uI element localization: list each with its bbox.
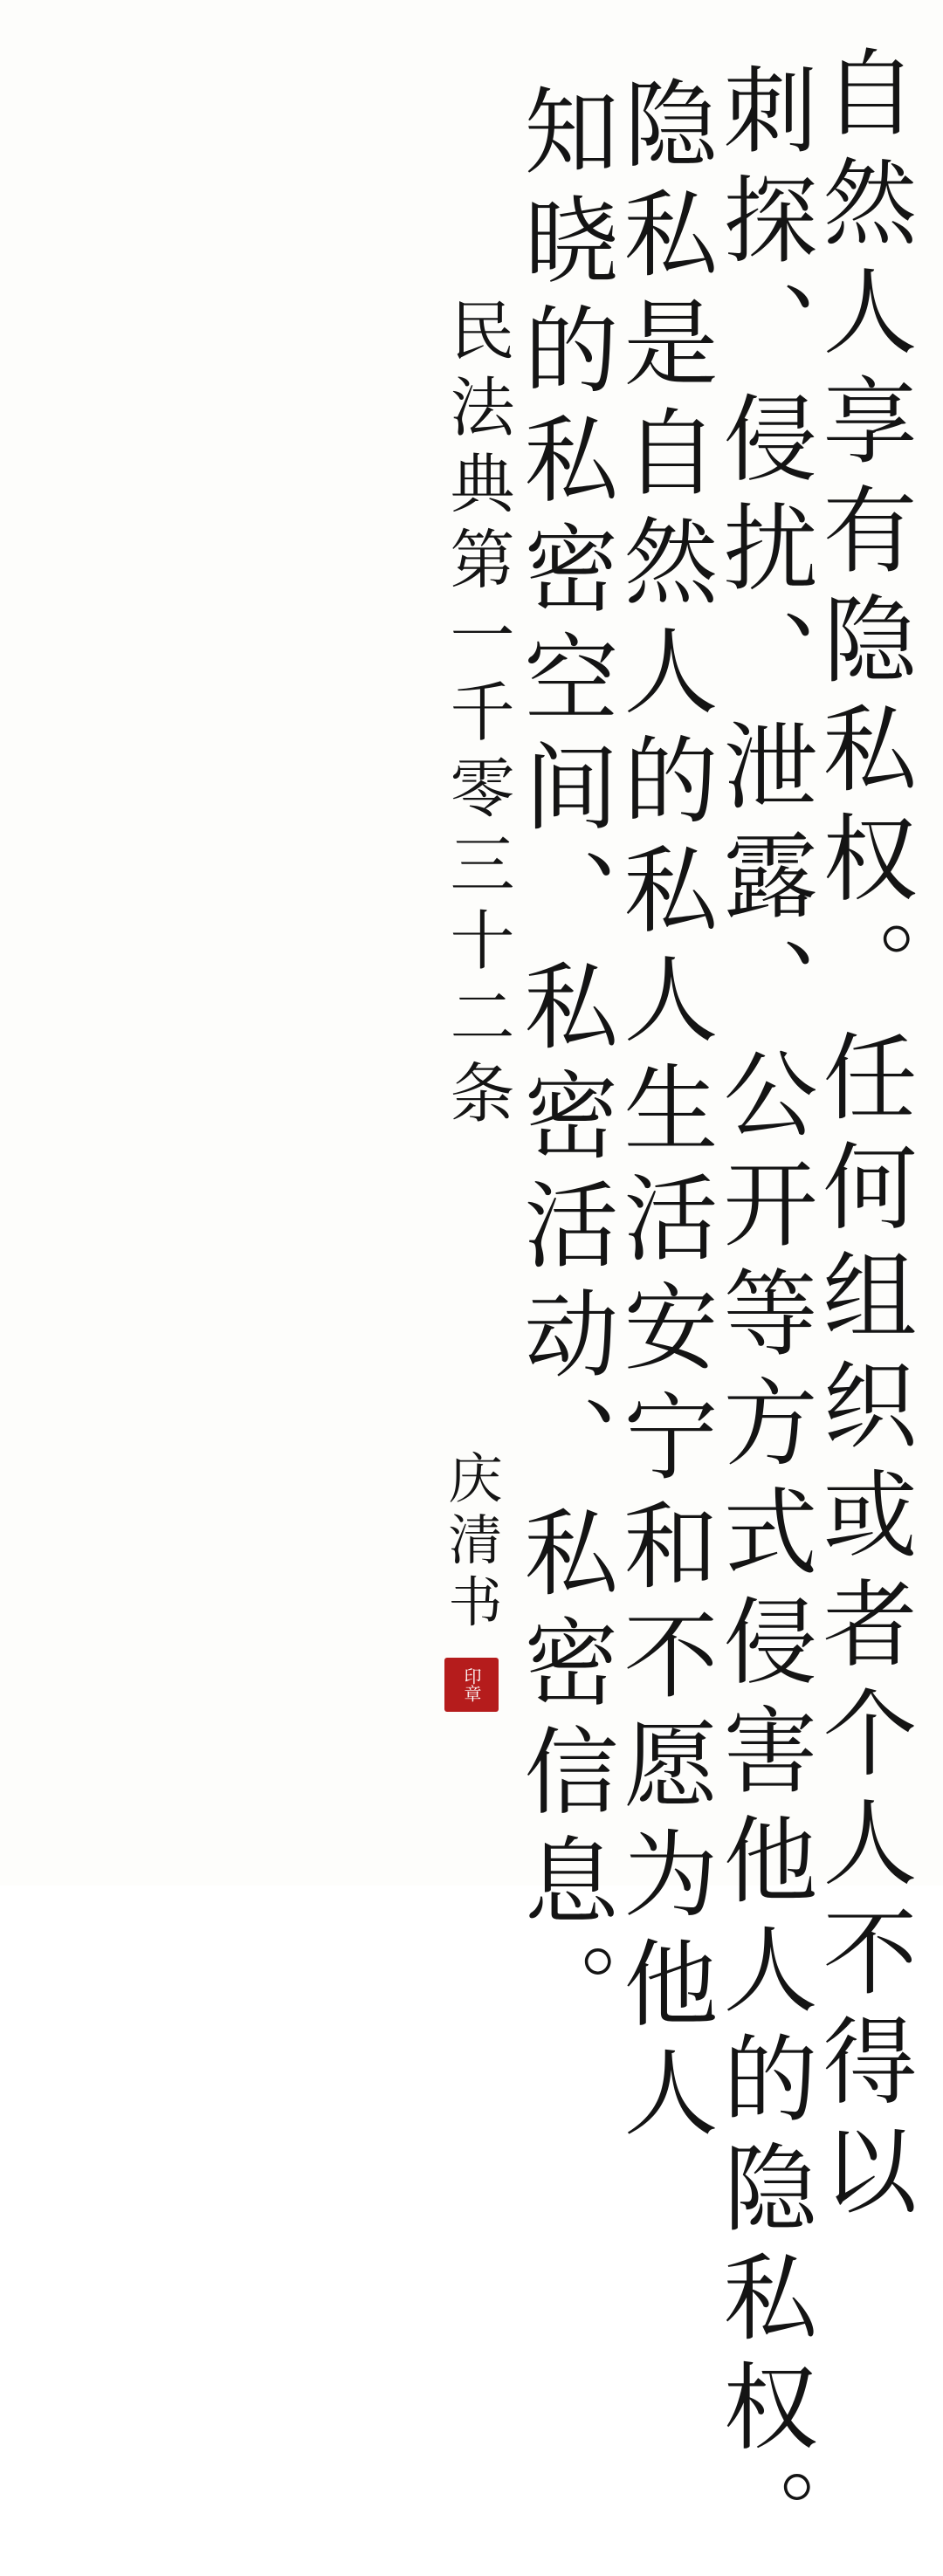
seal-text: 印章 bbox=[461, 1666, 482, 1702]
calligraphy-column-1: 自然人享有隐私权。任何组织或者个人不得以 bbox=[807, 44, 916, 2231]
red-seal-stamp bbox=[444, 1658, 499, 1712]
attribution-column: 民法典第一千零三十二条 bbox=[439, 297, 515, 1136]
calligraphy-columns bbox=[35, 35, 916, 2576]
calligraphy-column-2: 刺探、侵扰、泄露、公开等方式侵害他人的隐私权。 bbox=[707, 61, 816, 2576]
signature-block bbox=[432, 35, 515, 1712]
artist-signature: 庆清书 bbox=[439, 1449, 503, 1635]
calligraphy-column-4: 知晓的私密空间、私密活动、私密信息。 bbox=[508, 82, 617, 2051]
calligraphy-column-3: 隐私是自然人的私人生活安宁和不愿为他人 bbox=[608, 75, 717, 2154]
